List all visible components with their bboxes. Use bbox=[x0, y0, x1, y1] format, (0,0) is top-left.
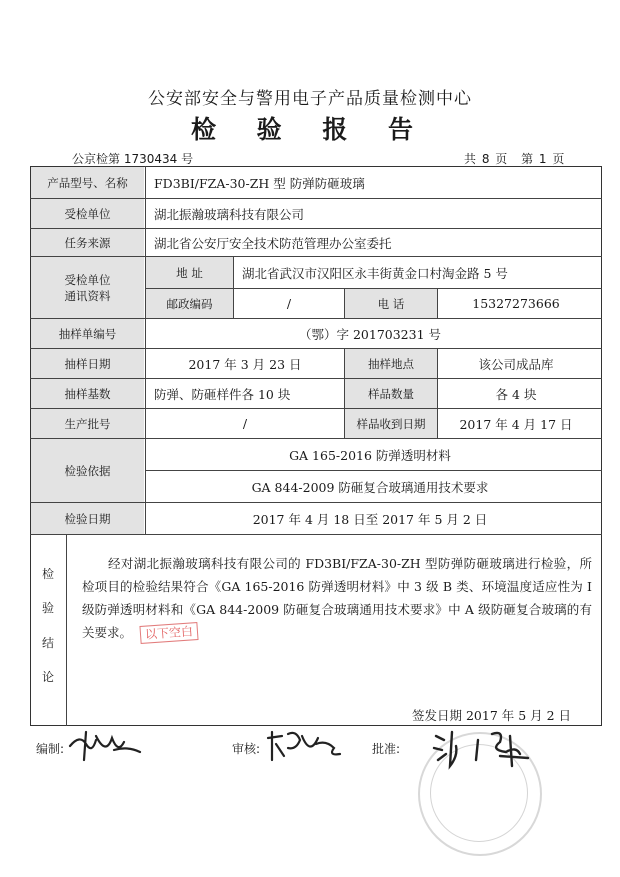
editor-label: 编制: bbox=[36, 742, 65, 756]
phone-label: 电 话 bbox=[345, 289, 437, 318]
conclusion-label bbox=[31, 565, 65, 685]
phone-value: 15327273666 bbox=[472, 296, 560, 311]
basis-standard-2: GA 844-2009 防砸复合玻璃通用技术要求 bbox=[251, 479, 489, 495]
sampling-date-label: 抽样日期 bbox=[31, 349, 144, 378]
client-contact-label-line2: 通讯资料 bbox=[64, 288, 111, 303]
address-label: 地 址 bbox=[146, 257, 233, 288]
report-number: 公京检第 1730434 号 bbox=[72, 152, 194, 166]
sample-order-value: （鄂）字 201703231 号 bbox=[298, 326, 442, 342]
sampling-base-value: 防弹、防砸样件各 10 块 bbox=[154, 386, 291, 402]
conclusion-text bbox=[82, 552, 592, 644]
sampling-base-label: 抽样基数 bbox=[31, 379, 144, 408]
batch-label: 生产批号 bbox=[31, 409, 144, 438]
client-contact-label bbox=[31, 257, 144, 318]
postcode-label: 邮政编码 bbox=[146, 289, 233, 318]
client-label: 受检单位 bbox=[31, 199, 144, 228]
approver-signature bbox=[430, 726, 540, 770]
report-title: 检 验 报 告 bbox=[190, 115, 430, 144]
basis-standard-1: GA 165-2016 防弹透明材料 bbox=[289, 447, 451, 463]
basis-label: 检验依据 bbox=[31, 439, 144, 502]
task-source-label: 任务来源 bbox=[31, 229, 144, 256]
reviewer-signature bbox=[266, 726, 346, 764]
client-contact-label-line1: 受检单位 bbox=[64, 272, 111, 287]
sample-quantity-label: 样品数量 bbox=[345, 379, 437, 408]
conclusion-label-char: 检 bbox=[41, 567, 54, 581]
approver-label: 批准: bbox=[372, 742, 401, 756]
editor-signature bbox=[66, 726, 146, 764]
sample-received-label: 样品收到日期 bbox=[345, 409, 437, 438]
sampling-date-value: 2017 年 3 月 23 日 bbox=[188, 356, 302, 372]
client-value: 湖北振瀚玻璃科技有限公司 bbox=[154, 206, 305, 222]
test-date-label: 检验日期 bbox=[31, 503, 144, 534]
conclusion-label-char: 验 bbox=[41, 601, 54, 616]
conclusion-label-char: 结 bbox=[41, 635, 54, 650]
reviewer-label: 审核: bbox=[232, 742, 261, 756]
issuing-organization: 公安部安全与警用电子产品质量检测中心 bbox=[148, 89, 472, 109]
address-value: 湖北省武汉市汉阳区永丰街黄金口村淘金路 5 号 bbox=[242, 265, 508, 281]
sample-received-value: 2017 年 4 月 17 日 bbox=[459, 416, 573, 432]
blank-below-stamp: 以下空白 bbox=[139, 622, 198, 644]
conclusion-label-char: 论 bbox=[41, 669, 54, 684]
current-page: 第 1 页 bbox=[521, 152, 565, 166]
page-indicator bbox=[460, 150, 568, 167]
task-source-value: 湖北省公安厅安全技术防范管理办公室委托 bbox=[154, 235, 392, 251]
sample-quantity-value: 各 4 块 bbox=[495, 386, 537, 402]
sampling-place-label: 抽样地点 bbox=[345, 349, 437, 378]
sample-order-label: 抽样单编号 bbox=[31, 319, 144, 348]
total-pages: 共 8 页 bbox=[464, 152, 508, 166]
column-divider bbox=[66, 534, 67, 726]
test-date-value: 2017 年 4 月 18 日至 2017 年 5 月 2 日 bbox=[252, 511, 488, 527]
row-divider bbox=[30, 534, 602, 535]
postcode-value: / bbox=[286, 296, 292, 311]
issue-date: 签发日期 2017 年 5 月 2 日 bbox=[412, 708, 572, 723]
product-value: FD3BI/FZA-30-ZH 型 防弹防砸玻璃 bbox=[154, 175, 365, 191]
sampling-place-value: 该公司成品库 bbox=[478, 356, 554, 372]
batch-value: / bbox=[242, 416, 248, 431]
product-label: 产品型号、名称 bbox=[31, 167, 144, 198]
conclusion-body: 经对湖北振瀚玻璃科技有限公司的 FD3BI/FZA-30-ZH 型防弹防砸玻璃进行检验，所检项目的检验结果符合《GA 165-2016 防弹透明材料》中 3 级 B 类、环境温度适应性为 I 级防弹透明材料和《GA 844-2009 防砸复合玻璃通用技术要求》中 A 级防砸复合玻璃的有关要求。 bbox=[82, 556, 592, 640]
